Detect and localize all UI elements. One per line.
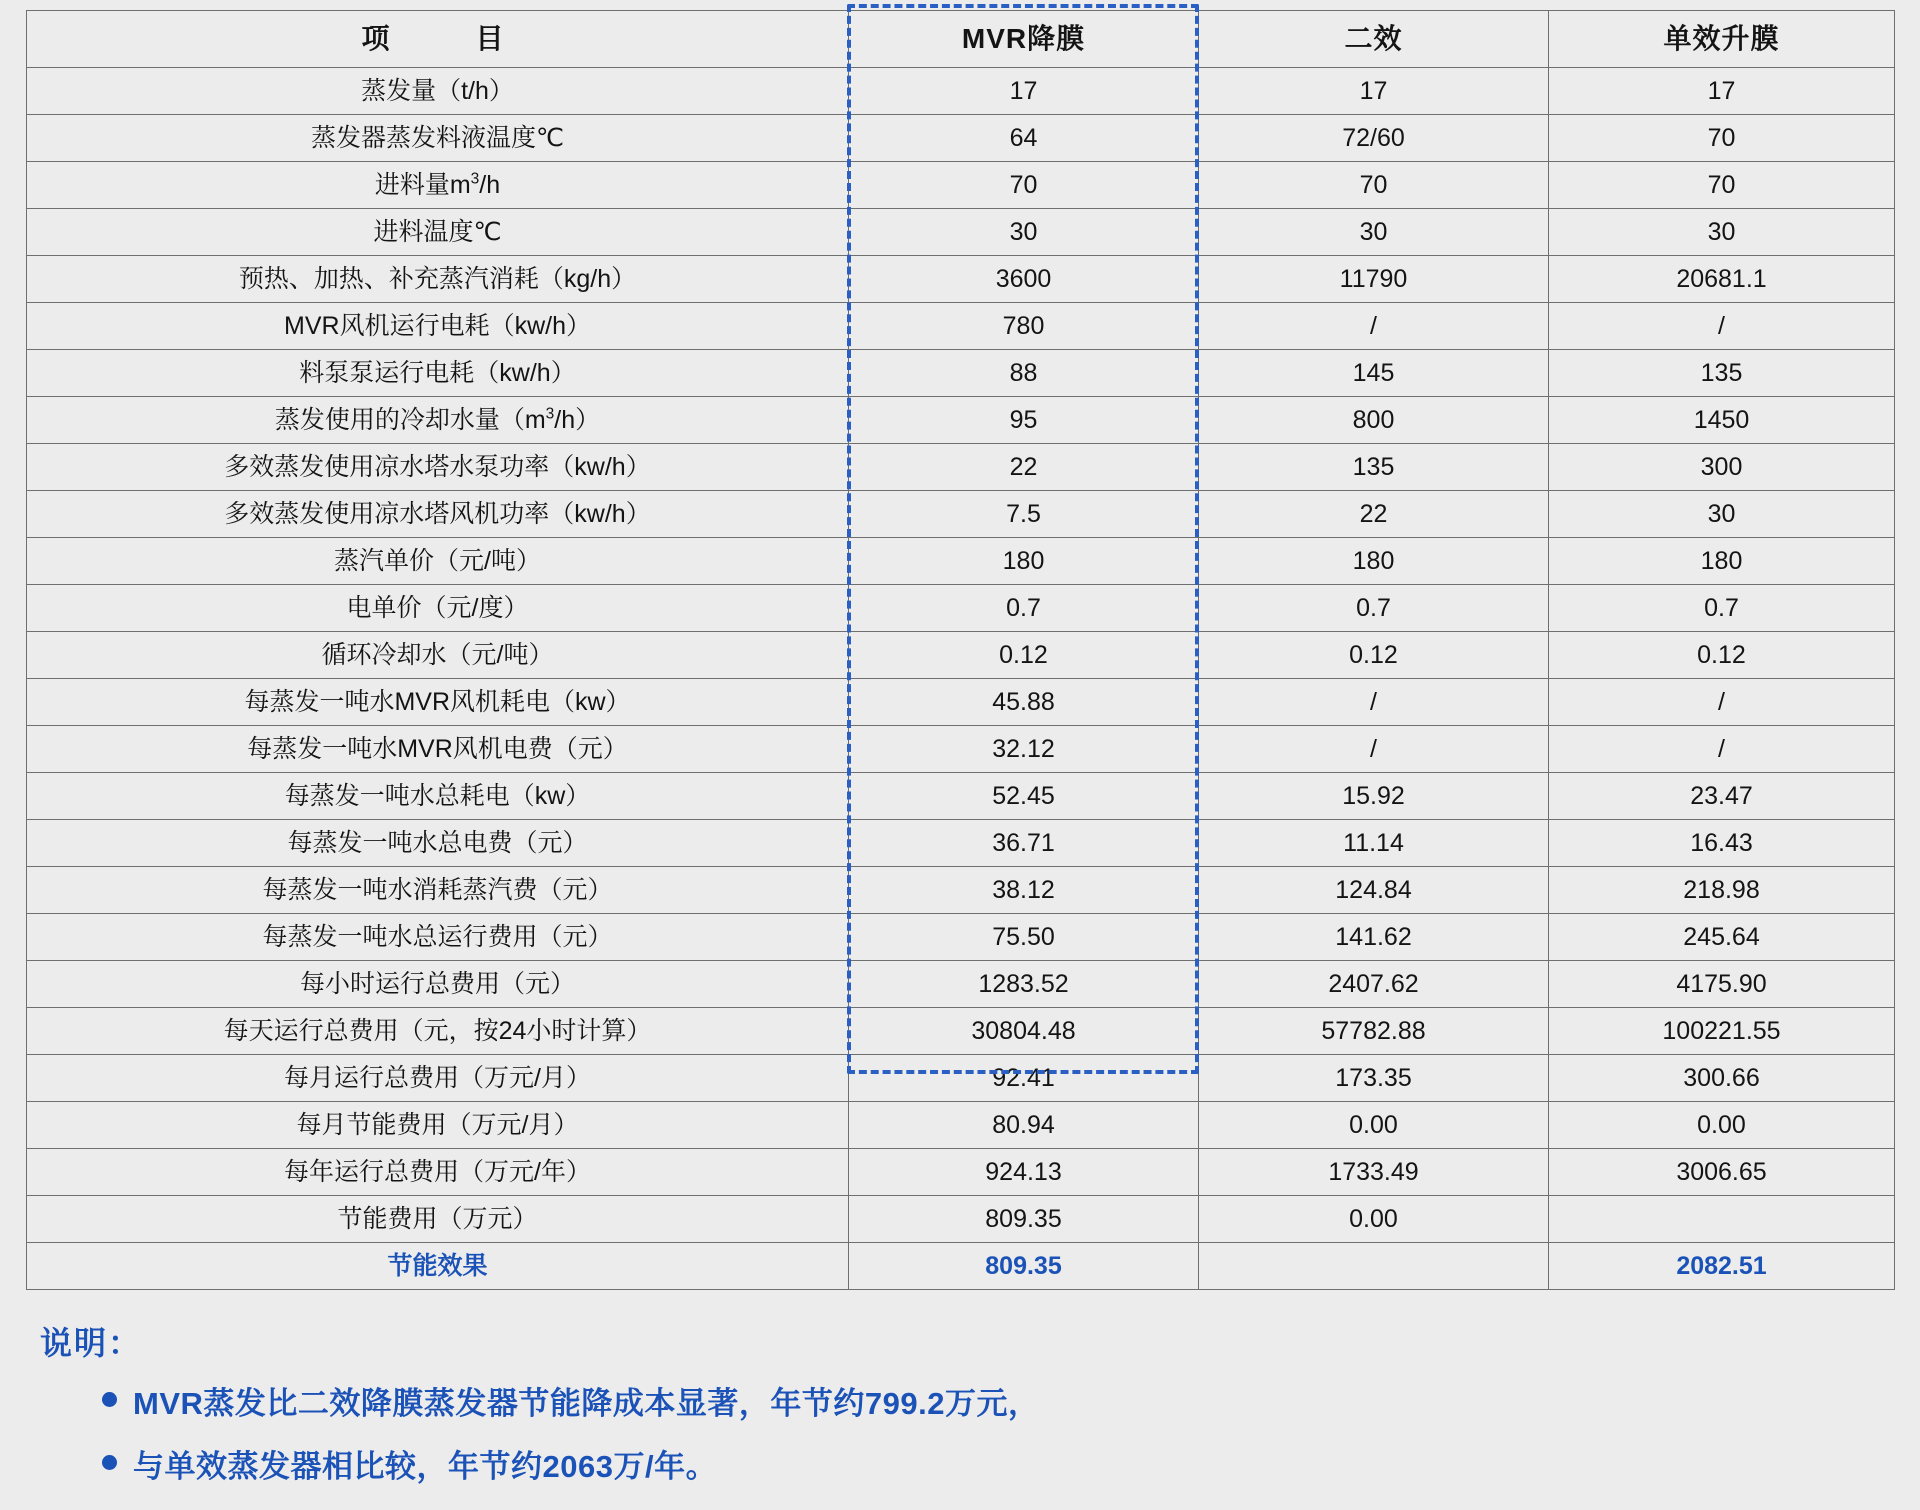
table-container [26,10,1894,1290]
cell-double-effect: 72/60 [1199,115,1549,162]
cell-double-effect: 0.12 [1199,632,1549,679]
table-row [27,679,1895,726]
cell-mvr: 780 [849,303,1199,350]
cell-double-effect: 17 [1199,68,1549,115]
row-label: 循环冷却水（元/吨） [27,632,849,679]
row-label: 进料量$m^3/h$ [27,162,849,209]
cell-single-effect: 1450 [1549,397,1895,444]
cell-single-effect: 135 [1549,350,1895,397]
cell-mvr: 22 [849,444,1199,491]
cell-mvr: 64 [849,115,1199,162]
cell-single-effect: 218.98 [1549,867,1895,914]
table-header [27,11,1895,68]
bullet-icon [102,1392,117,1407]
row-label: 每年运行总费用（万元/年） [27,1149,849,1196]
notes-title: 说明： [40,1325,143,1361]
column-header-double-effect: 二效 [1199,11,1549,68]
table-row [27,491,1895,538]
cell-single-effect: 3006.65 [1549,1149,1895,1196]
cell-single-effect: 17 [1549,68,1895,115]
cell-single-effect: 0.7 [1549,585,1895,632]
cell-single-effect: 245.64 [1549,914,1895,961]
cell-single-effect: 16.43 [1549,820,1895,867]
cell-double-effect: 0.00 [1199,1196,1549,1243]
row-label: 每月运行总费用（万元/月） [27,1055,849,1102]
table-row [27,397,1895,444]
cell-single-effect: / [1549,303,1895,350]
cell-double-effect: 11.14 [1199,820,1549,867]
row-label: 每蒸发一吨水消耗蒸汽费（元） [27,867,849,914]
cell-mvr: 36.71 [849,820,1199,867]
row-label: 每蒸发一吨水MVR风机电费（元） [27,726,849,773]
cell-double-effect: / [1199,303,1549,350]
row-label: 每蒸发一吨水MVR风机耗电（kw） [27,679,849,726]
note-text: 与单效蒸发器相比较，年节约2063万/年。 [133,1449,718,1484]
cell-mvr: 92.41 [849,1055,1199,1102]
bullet-icon [102,1455,117,1470]
table-row [27,867,1895,914]
table-row [27,350,1895,397]
cell-mvr: 38.12 [849,867,1199,914]
row-label: 蒸发器蒸发料液温度℃ [27,115,849,162]
cell-mvr: 924.13 [849,1149,1199,1196]
cell-single-effect: 70 [1549,115,1895,162]
table-row [27,726,1895,773]
table-row [27,914,1895,961]
cell-mvr: 1283.52 [849,961,1199,1008]
cell-single-effect: 300 [1549,444,1895,491]
cell-double-effect: 70 [1199,162,1549,209]
table-row [27,585,1895,632]
cell-mvr: 0.7 [849,585,1199,632]
cell-mvr: 7.5 [849,491,1199,538]
cell-double-effect: 141.62 [1199,914,1549,961]
cell-double-effect: 57782.88 [1199,1008,1549,1055]
cell-double-effect: 11790 [1199,256,1549,303]
column-header-mvr: MVR降膜 [849,11,1199,68]
row-label: 多效蒸发使用凉水塔水泵功率（kw/h） [27,444,849,491]
cell-double-effect: 15.92 [1199,773,1549,820]
row-label: MVR风机运行电耗（kw/h） [27,303,849,350]
cell-double-effect: 124.84 [1199,867,1549,914]
column-header-item: 项 目 [27,11,849,68]
row-label: 每蒸发一吨水总电费（元） [27,820,849,867]
cell-single-effect: 100221.55 [1549,1008,1895,1055]
row-label: 每蒸发一吨水总运行费用（元） [27,914,849,961]
cell-mvr: 30 [849,209,1199,256]
cell-double-effect: / [1199,679,1549,726]
note-text: MVR蒸发比二效降膜蒸发器节能降成本显著，年节约799.2万元， [133,1386,1040,1421]
row-label: 每蒸发一吨水总耗电（kw） [27,773,849,820]
cell-mvr: 88 [849,350,1199,397]
table-row [27,209,1895,256]
table-row [27,961,1895,1008]
row-label: 每小时运行总费用（元） [27,961,849,1008]
table-row [27,820,1895,867]
cell-double-effect: 173.35 [1199,1055,1549,1102]
cell-single-effect: 0.12 [1549,632,1895,679]
row-label: 进料温度℃ [27,209,849,256]
cell-mvr: 17 [849,68,1199,115]
cell-double-effect: 800 [1199,397,1549,444]
table-row [27,303,1895,350]
cell-single-effect: 2082.51 [1549,1243,1895,1290]
table-row [27,1243,1895,1290]
cell-single-effect: 180 [1549,538,1895,585]
cell-mvr: 80.94 [849,1102,1199,1149]
comparison-sheet [0,10,1920,1510]
cell-single-effect: 4175.90 [1549,961,1895,1008]
cell-double-effect: 2407.62 [1199,961,1549,1008]
row-label: 蒸汽单价（元/吨） [27,538,849,585]
table-row [27,1102,1895,1149]
cell-double-effect [1199,1243,1549,1290]
cell-single-effect: 20681.1 [1549,256,1895,303]
cell-double-effect: 145 [1199,350,1549,397]
cell-double-effect: 0.7 [1199,585,1549,632]
header-row [27,11,1895,68]
row-label: 蒸发使用的冷却水量$(m^3/h)$ [27,397,849,444]
table-body [27,68,1895,1290]
cell-double-effect: 180 [1199,538,1549,585]
cell-single-effect [1549,1196,1895,1243]
cell-mvr: 3600 [849,256,1199,303]
table-row [27,1149,1895,1196]
cell-mvr: 45.88 [849,679,1199,726]
table-row [27,773,1895,820]
cell-double-effect: / [1199,726,1549,773]
row-label: 蒸发量（t/h） [27,68,849,115]
evaporator-comparison-table [26,10,1895,1290]
cell-double-effect: 30 [1199,209,1549,256]
note-item [102,1441,1920,1486]
note-item [102,1378,1920,1423]
table-row [27,115,1895,162]
cell-mvr: 180 [849,538,1199,585]
cell-double-effect: 1733.49 [1199,1149,1549,1196]
cell-mvr: 95 [849,397,1199,444]
table-row [27,444,1895,491]
table-row [27,256,1895,303]
table-row [27,1055,1895,1102]
cell-single-effect: 30 [1549,209,1895,256]
table-row [27,1008,1895,1055]
cell-single-effect: 70 [1549,162,1895,209]
table-row [27,1196,1895,1243]
row-label: 多效蒸发使用凉水塔风机功率（kw/h） [27,491,849,538]
cell-single-effect: 30 [1549,491,1895,538]
cell-mvr: 809.35 [849,1196,1199,1243]
row-label: 每天运行总费用（元，按24小时计算） [27,1008,849,1055]
cell-single-effect: / [1549,726,1895,773]
table-row [27,538,1895,585]
cell-double-effect: 135 [1199,444,1549,491]
cell-single-effect: 23.47 [1549,773,1895,820]
cell-mvr: 70 [849,162,1199,209]
row-label: 料泵泵运行电耗（kw/h） [27,350,849,397]
table-row [27,68,1895,115]
column-header-single-effect: 单效升膜 [1549,11,1895,68]
cell-mvr: 0.12 [849,632,1199,679]
cell-mvr: 52.45 [849,773,1199,820]
cell-mvr: 75.50 [849,914,1199,961]
cell-single-effect: 300.66 [1549,1055,1895,1102]
cell-mvr: 32.12 [849,726,1199,773]
cell-single-effect: / [1549,679,1895,726]
cell-mvr: 809.35 [849,1243,1199,1290]
row-label: 电单价（元/度） [27,585,849,632]
cell-double-effect: 22 [1199,491,1549,538]
row-label: 节能费用（万元） [27,1196,849,1243]
table-row [27,632,1895,679]
row-label: 节能效果 [27,1243,849,1290]
table-row [27,162,1895,209]
row-label: 每月节能费用（万元/月） [27,1102,849,1149]
cell-mvr: 30804.48 [849,1008,1199,1055]
notes-section [40,1318,1920,1486]
row-label: 预热、加热、补充蒸汽消耗（kg/h） [27,256,849,303]
cell-single-effect: 0.00 [1549,1102,1895,1149]
cell-double-effect: 0.00 [1199,1102,1549,1149]
